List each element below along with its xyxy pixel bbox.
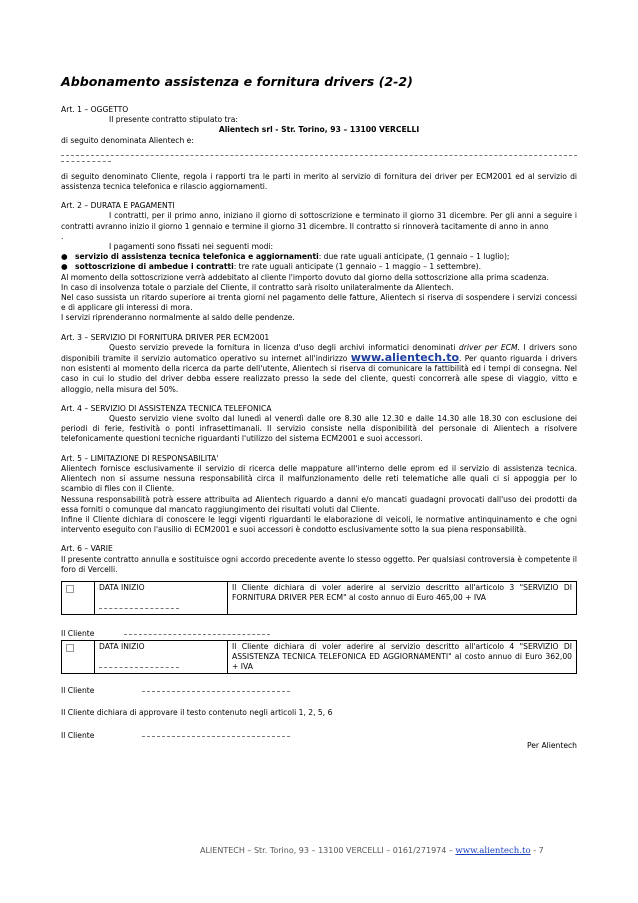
client-name-line <box>61 154 577 156</box>
art4-body: Questo servizio viene svolto dal lunedì al venerdì dalle ore 8.30 alle 12.30 e dalle 14.30 alle 18.30 con esclusione dei periodi di ferie, festività o ponti infrasettimanali. Il servizio consiste nella disponibilità del personale di Alientech a risolvere telefonicamente questioni tecniche riguardanti l'utilizzo del sistema ECM2001 e suoi accessori. <box>61 414 577 444</box>
option-2-checkbox[interactable] <box>66 644 74 652</box>
art5-p1: Alientech fornisce esclusivamente il servizio di ricerca delle mappature all'interno delle eprom ed il servizio di assistenza tecnica. Alientech non si assume nessuna responsabilità circa il malfunzionamento delle reti telematiche alle quali ci si appoggia per lo scambio di files con il Cliente. <box>61 463 577 494</box>
art5-heading: Art. 5 – LIMITAZIONE DI RESPONSABILITA' <box>61 453 219 463</box>
signature-label-2 <box>61 686 577 696</box>
payment-option-1-title: servizio di assistenza tecnica telefonica e aggiornamenti <box>75 252 319 262</box>
art6-heading: Art. 6 – VARIE <box>61 544 113 554</box>
art1-denominated-alientech: di seguito denominata Alientech e: <box>61 135 194 145</box>
art2-late-payment: Nel caso sussista un ritardo superiore ai trenta giorni nel pagamento delle fatture, Alientech si riserva di sospendere i servizi concessi e di applicare gli interessi di mora. <box>61 293 577 313</box>
signature-line-2[interactable] <box>142 690 290 692</box>
art2-heading: Art. 2 – DURATA E PAGAMENTI <box>61 201 175 211</box>
cliente-label: Il Cliente <box>61 629 95 639</box>
art2-duration: I contratti, per il primo anno, iniziano il giorno di sottoscrizione e terminato il giorno 31 dicembre. Per gli anni a seguire i contratti avranno inizio il giorno 1 gennaio e termine il giorno 31 dicembre. Il contratto si rinnoverà tacitamente di anno in anno <box>61 211 577 231</box>
signature-label-1 <box>61 629 577 639</box>
bullet-icon: ● <box>61 262 68 272</box>
payment-option-1 <box>61 252 577 262</box>
option-2-date-label: DATA INIZIO <box>99 641 145 651</box>
bullet-icon: ● <box>61 252 68 262</box>
art5-p3: Infine il Cliente dichiara di conoscere le leggi vigenti riguardanti le elaborazione di veicoli, le normative antinquinamento e che ogni intervento eseguito con l'ausilio di ECM2001 e suoi accessori è condotto esclusivamente sotto la sua piena responsabilità. <box>61 514 577 535</box>
art2-first-charge: Al momento della sottoscrizione verrà addebitato al cliente l'importo dovuto dal giorno della sottoscrizione alla prima scadenza. <box>61 272 549 282</box>
signature-label-3 <box>61 731 577 741</box>
option-1-date-field[interactable] <box>99 607 179 609</box>
cliente-label: Il Cliente <box>61 730 95 740</box>
art3-text-3: . Per quanto riguarda i drivers non esistenti al momento della ricerca da parte dell'utente, Alientech si riserva di comunicare la fattibilità ed i tempi di consegna. Nel caso in cui lo studio del driver debba essere realizzato presso la sede del cliente, questi concorrerà alle spese di viaggio, vitto e alloggio, nella misura del 50%. <box>61 354 577 394</box>
art3-body <box>61 343 577 395</box>
footer-address: ALIENTECH – Str. Torino, 93 – 13100 VERCELLI – 0161/271974 – <box>200 846 456 855</box>
art3-text-1: Questo servizio prevede la fornitura in licenza d'uso degli archivi informatici denominati <box>109 342 459 352</box>
page-footer <box>200 846 544 856</box>
art3-italic: driver per ECM. <box>458 342 520 352</box>
art3-heading: Art. 3 – SERVIZIO DI FORNITURA DRIVER PER ECM2001 <box>61 332 270 342</box>
option-1-text: Il Cliente dichiara di voler aderire al servizio descritto all'articolo 3 "SERVIZIO DI FORNITURA DRIVER PER ECM" al costo annuo di Euro 465,00 + IVA <box>228 581 577 614</box>
art1-denominated-cliente: di seguito denominato Cliente, regola i rapporti tra le parti in merito al servizio di fornitura dei driver per ECM2001 ed al servizio di assistenza tecnica telefonica e rilascio aggiornamenti. <box>61 171 577 192</box>
art1-party: Alientech srl - Str. Torino, 93 – 13100 VERCELLI <box>218 125 420 135</box>
alientech-signature-label: Per Alientech <box>526 740 577 750</box>
art5-p2: Nessuna responsabilità potrà essere attribuita ad Alientech riguardo a danni e/o mancati guadagni provocati dall'uso dei prodotti da essa forniti o comunque dal mancato raggiungimento dei risultati voluti dal Cliente. <box>61 494 577 514</box>
payment-option-2 <box>61 262 577 272</box>
art2-payments-intro: I pagamenti sono fissati nei seguenti modi: <box>109 242 274 252</box>
signature-line-1[interactable] <box>124 633 270 635</box>
website-link[interactable]: www.alientech.to <box>350 351 460 365</box>
option-1-date-label: DATA INIZIO <box>99 582 145 592</box>
option-1-checkbox[interactable] <box>66 585 74 593</box>
document-title: Abbonamento assistenza e fornitura drivers (2-2) <box>61 74 413 89</box>
payment-option-1-detail: : due rate uguali anticipate, (1 gennaio – 1 luglio); <box>318 252 510 262</box>
contract-body <box>61 105 577 751</box>
art6-body: Il presente contratto annulla e sostituisce ogni accordo precedente avente lo stesso oggetto. Per qualsiasi controversia è competente il foro di Vercelli. <box>61 554 577 574</box>
art3-text-2: I drivers sono disponibili tramite il servizio automatico operativo su internet all'indirizzo <box>61 342 577 364</box>
option-2-date-field[interactable] <box>99 666 179 668</box>
payment-option-2-title: sottoscrizione di ambedue i contratti <box>75 262 234 272</box>
art2-resume: I servizi riprenderanno normalmente al saldo delle pendenze. <box>61 313 295 323</box>
service-option-2 <box>61 640 577 675</box>
payment-option-2-detail: : tre rate uguali anticipate (1 gennaio – 1 maggio – 1 settembre). <box>233 262 482 272</box>
cliente-label: Il Cliente <box>61 686 95 696</box>
art2-insolvency: In caso di insolvenza totale o parziale del Cliente, il contratto sarà risolto unilateralmente da Alientech. <box>61 282 454 292</box>
art4-heading: Art. 4 – SERVIZIO DI ASSISTENZA TECNICA TELEFONICA <box>61 403 272 413</box>
footer-website-link[interactable]: www.alientech.to <box>455 846 531 856</box>
art1-intro: Il presente contratto stipulato tra: <box>109 115 238 125</box>
art2-dot: . <box>61 231 64 241</box>
page-number: - 7 <box>530 846 544 855</box>
approval-statement: Il Cliente dichiara di approvare il testo contenuto negli articoli 1, 2, 5, 6 <box>61 708 333 718</box>
art1-heading: Art. 1 – OGGETTO <box>61 105 129 114</box>
service-option-1 <box>61 581 577 615</box>
signature-line-3[interactable] <box>142 735 290 737</box>
option-2-text: Il Cliente dichiara di voler aderire al servizio descritto all'articolo 4 "SERVIZIO DI ASSISTENZA TECNICA TELEFONICA ED AGGIORNAMENTI" al costo annuo di Euro 362,00 + IVA <box>228 640 577 674</box>
